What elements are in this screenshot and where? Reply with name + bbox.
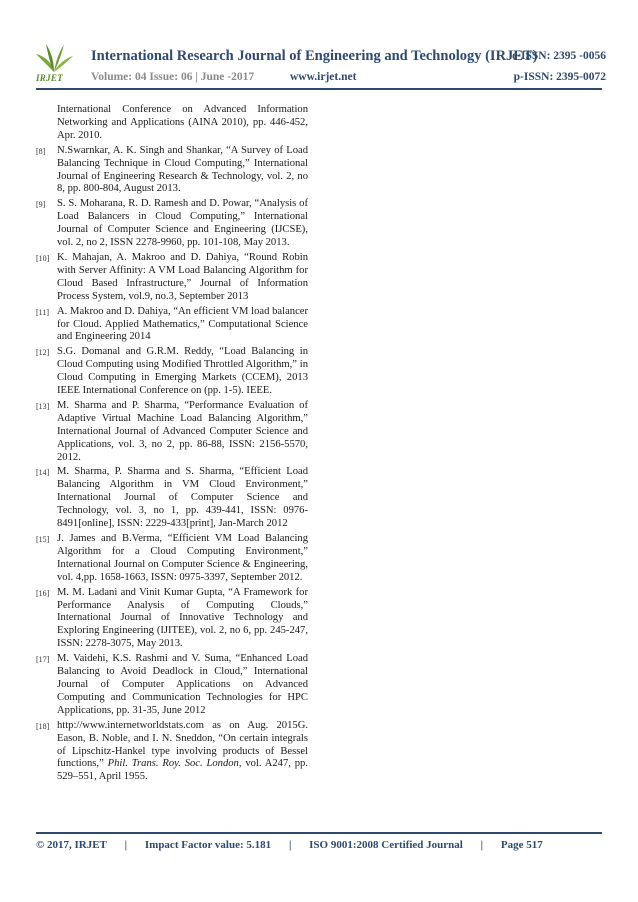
reference-text: K. Mahajan, A. Makroo and D. Dahiya, “Round Robin with Server Affinity: A VM Load Balancing Algorithm for Cloud Based Infrastructure,” Journal of Information Process System, vol.9, no.3, September 2013 xyxy=(57,251,308,302)
reference-number: [15] xyxy=(36,535,50,544)
reference-text: S.G. Domanal and G.R.M. Reddy, “Load Balancing in Cloud Computing using Modified Throttled Algorithm,” in Cloud Computing in Emerging Markets (CCEM), 2013 IEEE International Conference on (pp. 1-5). IEEE. xyxy=(57,346,308,397)
reference-journal-name: Phil. Trans. Roy. Soc. London xyxy=(107,758,239,770)
reference-text: International Conference on Advanced Information Networking and Applications (AINA 2010), pp. 446-452, Apr. 2010. xyxy=(57,104,308,141)
reference-text: M. Vaidehi, K.S. Rashmi and V. Suma, “Enhanced Load Balancing to Avoid Deadlock in Cloud,” International Journal of Computer Applications on Advanced Computing and Communication Technologies for HPC Applications, pp. 31-35, June 2012 xyxy=(57,653,308,716)
reference-number: [9] xyxy=(36,200,46,210)
reference-item xyxy=(36,653,308,718)
reference-item xyxy=(36,346,308,398)
eissn: e-ISSN: 2395 -0056 xyxy=(512,50,606,62)
reference-item xyxy=(36,533,308,585)
reference-number: [11] xyxy=(36,307,50,317)
journal-website-link[interactable]: www.irjet.net xyxy=(290,71,357,83)
reference-number: [16] xyxy=(36,588,50,598)
footer-separator: | xyxy=(124,839,128,851)
reference-text-part: http://www.internetworldstats.com as on Aug. 2015G. Eason, B. Noble, and I. N. Sneddon, “On certain integrals of Lipschitz-Hankel type involving products of Bessel functions,” xyxy=(57,719,308,770)
reference-item xyxy=(36,198,308,250)
reference-text xyxy=(57,720,308,785)
volume-issue: Volume: 04 Issue: 06 | June -2017 xyxy=(91,71,255,83)
reference-item xyxy=(36,587,308,652)
footer-impact-factor: Impact Factor value: 5.181 xyxy=(144,839,272,851)
reference-item xyxy=(36,400,308,465)
reference-text: M. M. Ladani and Vinit Kumar Gupta, “A Framework for Performance Analysis of Computing Clouds,” International Journal of Innovative Technology and Exploring Engineering (IJITEE), vol. 2, no 6, pp. 245-247, ISSN: 2278-3075, May 2013. xyxy=(57,586,308,650)
reference-text-part: , vol. A247, pp. 529–551, April 1955. xyxy=(57,758,308,783)
header-divider xyxy=(36,88,602,90)
reference-number: [18] xyxy=(36,721,50,731)
reference-number: [12] xyxy=(36,348,50,358)
reference-item xyxy=(36,104,308,143)
reference-text: A. Makroo and D. Dahiya, “An efficient VM load balancer for Cloud. Applied Mathematics,” Computational Science and Engineering 2014 xyxy=(57,305,308,343)
reference-text: J. James and B.Verma, “Efficient VM Load Balancing Algorithm for a Cloud Computing Environment,” International Journal on Computer Science & Engineering, vol. 4,pp. 1658-1663, ISSN: 0975-3397, September 2012. xyxy=(57,533,308,583)
journal-title: International Research Journal of Engineering and Technology (IRJET) xyxy=(91,48,538,64)
reference-list xyxy=(36,104,308,786)
reference-text: N.Swarnkar, A. K. Singh and Shankar, “A Survey of Load Balancing Technique in Cloud Computing,” International Journal of Engineering Research & Technology, vol. 2, no 8, pp. 800-804, August 2013. xyxy=(57,144,308,195)
footer-divider xyxy=(36,832,602,834)
reference-number: [10] xyxy=(36,253,50,263)
footer-copyright: © 2017, IRJET xyxy=(36,839,107,851)
reference-item xyxy=(36,306,308,345)
reference-text: S. S. Moharana, R. D. Ramesh and D. Powar, “Analysis of Load Balancers in Cloud Computing,” International Journal of Computer Science and Engineering (IJCSE), vol. 2, no 2, ISSN 2278-9960, pp. 101-108, May 2013. xyxy=(57,198,308,249)
reference-number: [8] xyxy=(36,146,46,156)
footer-iso: ISO 9001:2008 Certified Journal xyxy=(309,839,463,851)
page-footer xyxy=(36,839,543,851)
reference-number: [13] xyxy=(36,401,50,411)
reference-item xyxy=(36,720,308,785)
reference-number: [17] xyxy=(36,655,50,665)
footer-page-number: Page 517 xyxy=(500,839,543,851)
reference-item xyxy=(36,466,308,531)
pissn: p-ISSN: 2395-0072 xyxy=(513,71,606,83)
reference-number: [14] xyxy=(36,468,50,478)
reference-item xyxy=(36,252,308,304)
reference-text: M. Sharma, P. Sharma and S. Sharma, “Efficient Load Balancing Algorithm in VM Cloud Environment,” International Journal of Computer Science and Technology, vol. 3, no 1, pp. 439-441, ISSN: 0976-8491[online], ISSN: 2229-433[print], Jan-March 2012 xyxy=(57,466,308,530)
footer-separator: | xyxy=(480,839,484,851)
footer-separator: | xyxy=(288,839,292,851)
reference-text: M. Sharma and P. Sharma, “Performance Evaluation of Adaptive Virtual Machine Load Balancing Algorithm,” International Journal of Advanced Computer Science and Applications, vol. 3, no 2, pp. 86-88, ISSN: 2156-5570, 2012. xyxy=(57,399,308,463)
reference-item xyxy=(36,145,308,197)
logo-text: IRJET xyxy=(36,73,64,83)
